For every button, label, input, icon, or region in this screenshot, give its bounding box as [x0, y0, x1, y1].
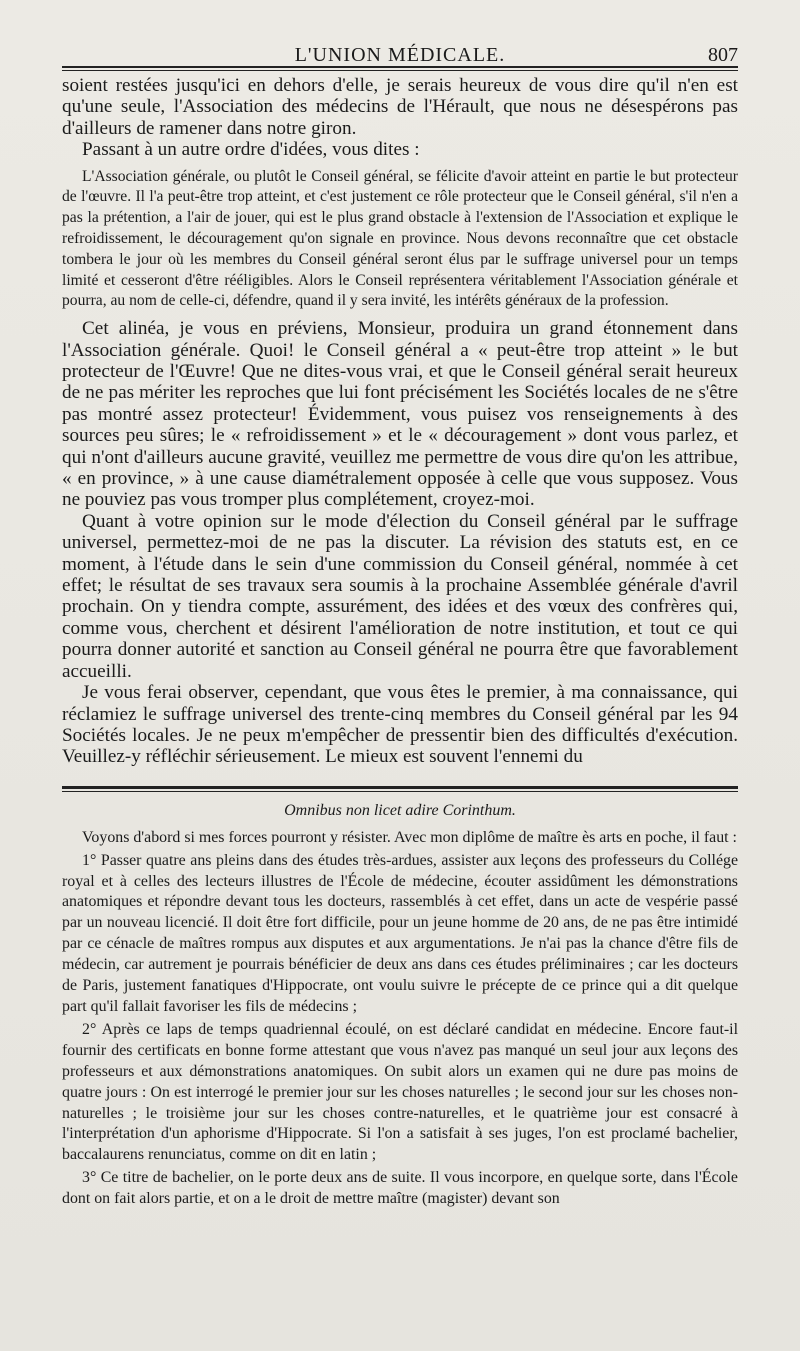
- feuilleton-paragraph: Voyons d'abord si mes forces pourront y résister. Avec mon diplôme de maître ès arts en poche, il faut :: [82, 828, 737, 846]
- article-paragraph: soient restées jusqu'ici en dehors d'elle, je serais heureux de vous dire qu'il n'en est qu'une seule, l'Association des médecins de l'Hérault, que nous ne désespérons pas d'ailleurs de ramener dans notre giron.: [62, 75, 738, 139]
- feuilleton-rule: [62, 786, 738, 792]
- page-number: 807: [708, 44, 738, 66]
- feuilleton-paragraph: 2° Après ce laps de temps quadriennal écoulé, on est déclaré candidat en médecine. Encore faut-il fournir des certificats en bonne forme attestant que vous n'avez pas manqué un seul jour aux leçons des professeurs et aux démonstrations anatomiques. On subit alors un examen qui ne dure pas moins de quatre jours : On est interrogé le premier jour sur les choses naturelles ; le second jour sur les choses non-naturelles ; le troisième jour sur les choses contre-naturelles, et le quatrième jour est consacré à l'interprétation d'un aphorisme d'Hippocrate. Si l'on a satisfait à ses juges, l'on est proclamé bachelier, baccalaurens renunciatus, comme on dit en latin ;: [62, 1020, 738, 1164]
- quoted-passage: [62, 167, 738, 313]
- article-paragraph: Quant à votre opinion sur le mode d'élection du Conseil général par le suffrage universel, permettez-moi de ne pas la discuter. La révision des statuts est, en ce moment, à l'étude dans le sein d'une commission du Conseil général, nommée à cet effet; le résultat de ses travaux sera soumis à la prochaine Assemblée générale d'avril prochain. On y tiendra compte, assurément, des idées et des vœux des confrères qui, comme vous, cherchent et désirent l'amélioration de notre institution, et tout ce qui pourra donner autorité et sanction au Conseil général ne pourra être que favorablement accueilli.: [62, 510, 738, 682]
- feuilleton-paragraph: 1° Passer quatre ans pleins dans des études très-ardues, assister aux leçons des professeurs du Collége royal et à celles des lecteurs illustres de l'École de médecine, écouter assidûment les démonstrations anatomiques et répondre devant tous les docteurs, rassemblés à cet effet, dans un acte de vespérie passé par un nouveau licencié. Il doit être fort difficile, pour un jeune homme de 20 ans, de ne pas être intimidé par ce cénacle de maîtres rompus aux disputes et aux argumentations. Je n'ai pas la chance d'être fils de médecin, car autrement je pourrais bénéficier de deux ans dans ces études préliminaires ; car les docteurs de Paris, justement fanatiques d'Hippocrate, ont voulu suivre le précepte de ce prince qui a dit quelque part qu'il fallait favoriser les fils de médecins ;: [62, 851, 738, 1015]
- page-header: [62, 0, 738, 66]
- feuilleton-body: [62, 828, 738, 1210]
- article-paragraph: Cet alinéa, je vous en préviens, Monsieur, produira un grand étonnement dans l'Association générale. Quoi! le Conseil général a « peut-être trop atteint » le but protecteur de l'Œuvre! Que ne dites-vous vrai, et que le Conseil général serait heureux de ne pas mériter les reproches que lui font précisément les Sociétés locales de ne s'être pas montré assez protecteur! Évidemment, vous puisez vos renseignements à des sources peu sûres; le « refroidissement » et le « découragement » dont vous parlez, et qui n'ont d'ailleurs aucune gravité, veuillez me permettre de vous dire qu'on les attribue, « en province, » à une cause diamétralement opposée à celle que vous supposez. Vous ne pouviez pas vous tromper plus complétement, croyez-moi.: [62, 318, 738, 511]
- quote-paragraph: L'Association générale, ou plutôt le Conseil général, se félicite d'avoir atteint en partie le but protecteur de l'œuvre. Il l'a peut-être trop atteint, et c'est justement ce rôle protecteur que le Conseil général, s'il n'en a pas la prétention, a l'air de jouer, qui est le plus grand obstacle à l'extension de l'Association et explique le refroidissement, le découragement qu'on signale en province. Nous devons reconnaître que cet obstacle tombera le jour où les membres du Conseil général seront élus par le suffrage universel pour un temps limité et cesseront d'être rééligibles. Alors le Conseil représentera véritablement l'Association générale et pourra, au nom de celle-ci, défendre, quand il y sera invité, les intérêts généraux de la profession.: [62, 167, 738, 310]
- feuilleton-title: Omnibus non licet adire Corinthum.: [284, 801, 516, 819]
- running-title: L'UNION MÉDICALE.: [294, 44, 506, 66]
- article-body: [62, 75, 738, 161]
- article-body-continued: [62, 318, 738, 768]
- article-paragraph: Je vous ferai observer, cependant, que vous êtes le premier, à ma connaissance, qui réclamiez le suffrage universel des trente-cinq membres du Conseil général par les 94 Sociétés locales. Je ne peux m'empêcher de pressentir bien des difficultés d'exécution. Veuillez-y réfléchir sérieusement. Le mieux est souvent l'ennemi du: [62, 682, 738, 768]
- feuilleton-paragraph: 3° Ce titre de bachelier, on le porte deux ans de suite. Il vous incorpore, en quelque sorte, dans l'École dont on fait alors partie, et on a le droit de mettre maître (magister) devant son: [62, 1169, 738, 1208]
- article-paragraph: Passant à un autre ordre d'idées, vous dites :: [82, 139, 420, 161]
